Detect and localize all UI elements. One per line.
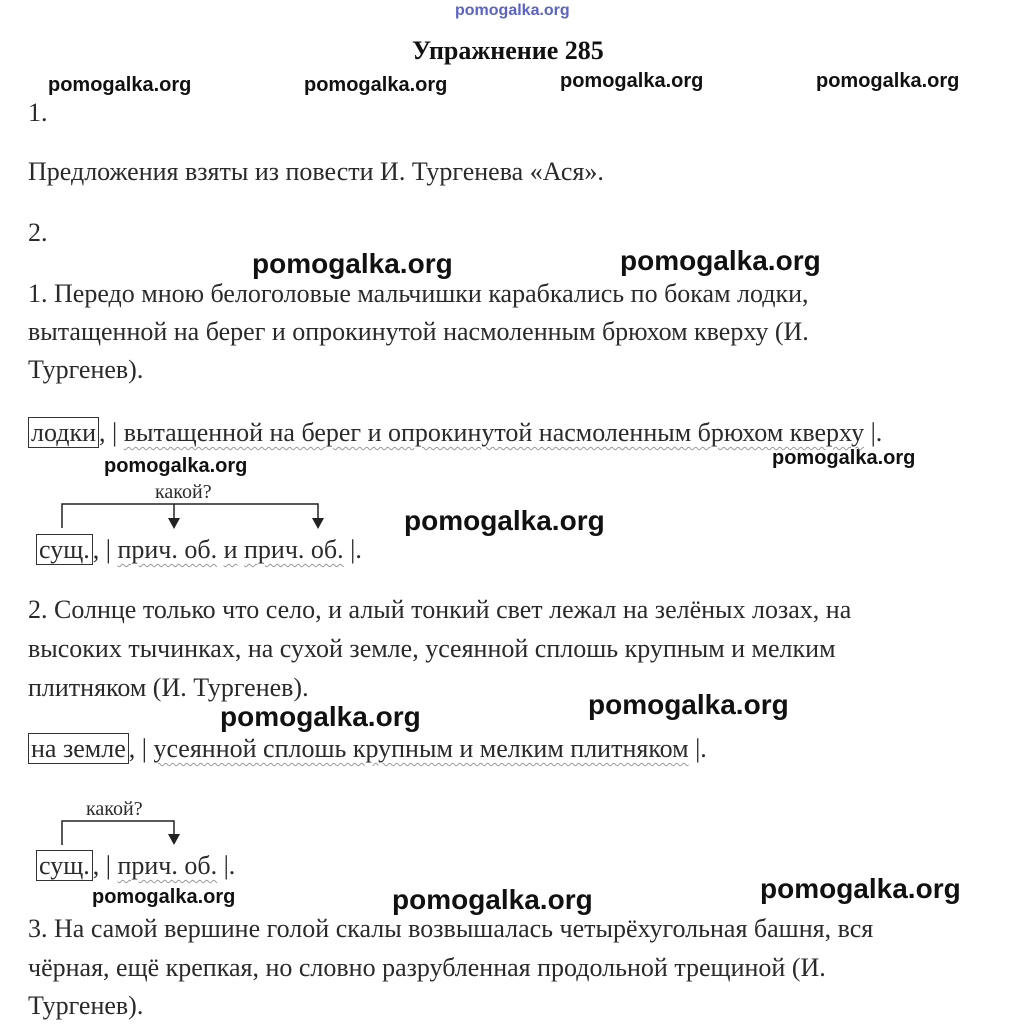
section-number: 1. — [28, 98, 48, 127]
sentence3-line3: Тургенев). — [28, 991, 144, 1020]
sentence3-line1: 3. На самой вершине голой скалы возвышалась четырёхугольная башня, вся — [28, 914, 874, 943]
watermark: pomogalka.org — [760, 873, 961, 904]
sentence3-line2: чёрная, ещё крепкая, но словно разрубленная продольной трещиной (И. — [28, 953, 826, 982]
sentence2-line1: 2. Солнце только что село, и алый тонкий свет лежал на зелёных лозах, на — [28, 595, 852, 624]
section-number: 2. — [28, 218, 48, 247]
separator: |. — [695, 734, 707, 763]
watermark: pomogalka.org — [620, 245, 821, 276]
sentence1-line1: 1. Передо мною белоголовые мальчишки карабкались по бокам лодки, — [28, 279, 809, 308]
watermark: pomogalka.org — [392, 884, 593, 915]
sentence2-line2: высоких тычинках, на сухой земле, усеянной сплошь крупным и мелким — [28, 634, 836, 663]
separator: |. — [870, 418, 883, 447]
watermark: pomogalka.org — [560, 70, 704, 92]
watermark: pomogalka.org — [92, 886, 236, 908]
page-title: Упражнение 285 — [412, 36, 604, 65]
sentence2-line3: плитняком (И. Тургенев). — [28, 673, 309, 702]
scheme1-arrowhead — [312, 518, 324, 529]
sentence1-line2: вытащенной на берег и опрокинутой насмоленным брюхом кверху (И. — [28, 317, 809, 346]
scheme2-bracket — [62, 821, 174, 845]
watermark: pomogalka.org — [104, 455, 248, 477]
watermark: pomogalka.org — [772, 447, 916, 469]
scheme-noun: сущ. — [36, 850, 93, 881]
defined-noun: на земле — [28, 733, 129, 764]
watermark: pomogalka.org — [816, 70, 960, 92]
separator: , | — [92, 535, 111, 564]
watermark-top: pomogalka.org — [455, 2, 570, 19]
participial-phrase: усеянной сплошь крупным и мелким плитняком — [153, 734, 689, 763]
scheme-participle: прич. об. — [244, 535, 344, 564]
question-label: какой? — [155, 481, 212, 503]
watermark: pomogalka.org — [404, 505, 605, 536]
separator: |. — [223, 851, 236, 880]
scheme-noun: сущ. — [36, 534, 93, 565]
scheme-conjunction: и — [223, 535, 238, 564]
scheme1-arrowhead — [168, 518, 180, 529]
separator: , | — [92, 851, 111, 880]
watermark: pomogalka.org — [252, 248, 453, 279]
scheme-participle: прич. об. — [117, 535, 218, 564]
scheme2-arrowhead — [168, 834, 180, 845]
scheme1-bracket — [62, 504, 318, 528]
separator: , | — [128, 734, 147, 763]
sentence1-line3: Тургенев). — [28, 355, 144, 384]
question-label: какой? — [86, 798, 143, 820]
separator: |. — [350, 535, 362, 564]
separator: , | — [99, 418, 118, 447]
watermark: pomogalka.org — [48, 74, 192, 96]
section1-text: Предложения взяты из повести И. Тургенева «Ася». — [28, 157, 604, 186]
defined-noun: лодки — [28, 417, 99, 448]
watermark: pomogalka.org — [588, 689, 789, 720]
watermark: pomogalka.org — [220, 701, 421, 732]
participial-phrase: вытащенной на берег и опрокинутой насмоленным брюхом кверху — [123, 418, 865, 447]
watermark: pomogalka.org — [304, 74, 448, 96]
scheme-participle: прич. об. — [117, 851, 218, 880]
